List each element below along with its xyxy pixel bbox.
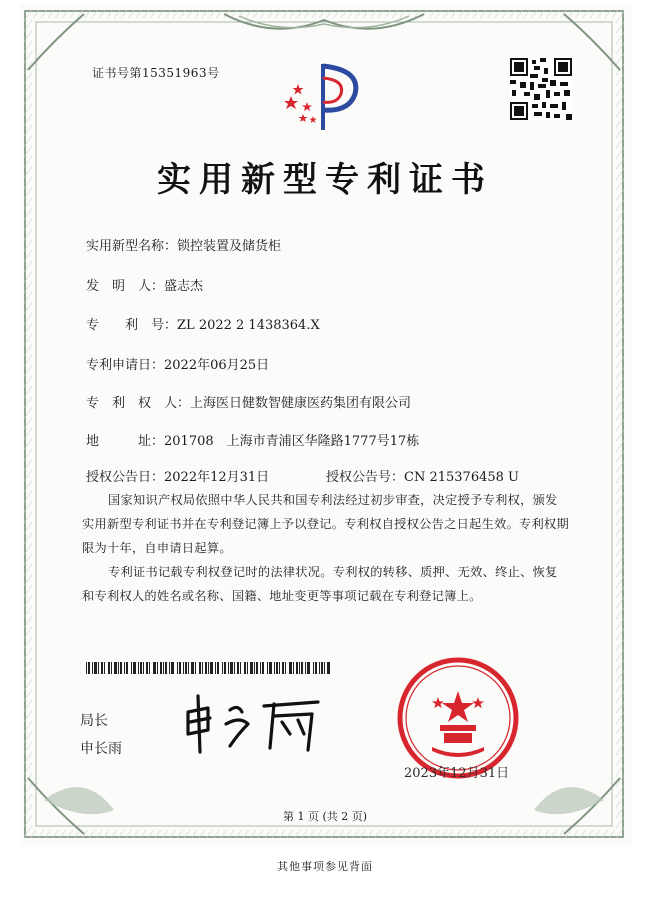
seal-date: 2023年12月31日 — [404, 766, 510, 781]
field-value: 上海医日健数智健康医药集团有限公司 — [190, 396, 412, 411]
field-value: 盛志杰 — [164, 279, 204, 294]
certificate-title: 实用新型专利证书 — [157, 160, 493, 200]
field-patent-number — [86, 314, 320, 333]
field-label: 授权公告日： — [86, 470, 165, 485]
field-label: 发 明 人： — [86, 279, 165, 294]
field-inventor — [86, 275, 203, 294]
field-value: 锁控装置及储货柜 — [177, 239, 282, 254]
signatory-name: 申长雨 — [80, 741, 122, 757]
page-number: 第 1 页 (共 2 页) — [282, 810, 368, 823]
field-value: 2022年06月25日 — [164, 358, 270, 373]
field-address — [86, 430, 419, 449]
field-announce-date — [86, 466, 269, 485]
certificate-number: 证书号第15351963号 — [92, 66, 220, 80]
signatory-role: 局长 — [80, 713, 108, 729]
field-label: 专 利 号： — [86, 318, 178, 333]
qr-code-icon — [510, 58, 572, 120]
field-application-date — [86, 354, 269, 373]
field-utility-model-name — [86, 235, 281, 254]
field-label: 地 址： — [86, 434, 165, 449]
field-label: 实用新型名称： — [86, 239, 178, 254]
barcode-icon — [86, 662, 330, 674]
legal-status-paragraph: 专利证书记载专利权登记时的法律状况。专利权的转移、质押、无效、终止、恢复和专利权人的姓名或名称、国籍、地址变更等事项记载在专利登记簿上。 — [82, 565, 558, 603]
field-label: 专 利 权 人： — [86, 396, 191, 411]
field-value: 2022年12月31日 — [164, 470, 270, 485]
grant-statement-paragraph: 国家知识产权局依照中华人民共和国专利法经过初步审查，决定授予专利权，颁发实用新型专利证书并在专利登记簿上予以登记。专利权自授权公告之日起生效。专利权期限为十年，自申请日起算。 — [82, 493, 570, 555]
field-value: CN 215376458 U — [404, 470, 519, 485]
field-patentee — [86, 392, 411, 411]
field-value: ZL 2022 2 1438364.X — [177, 318, 320, 333]
back-page-note: 其他事项参见背面 — [277, 860, 373, 873]
handwritten-signature-icon — [178, 690, 328, 756]
field-label: 专利申请日： — [86, 358, 165, 373]
field-value: 201708 上海市青浦区华隆路1777号17栋 — [164, 434, 420, 449]
field-announce-number — [326, 466, 519, 485]
cnipa-logo-icon — [283, 56, 363, 132]
field-label: 授权公告号： — [326, 470, 405, 485]
